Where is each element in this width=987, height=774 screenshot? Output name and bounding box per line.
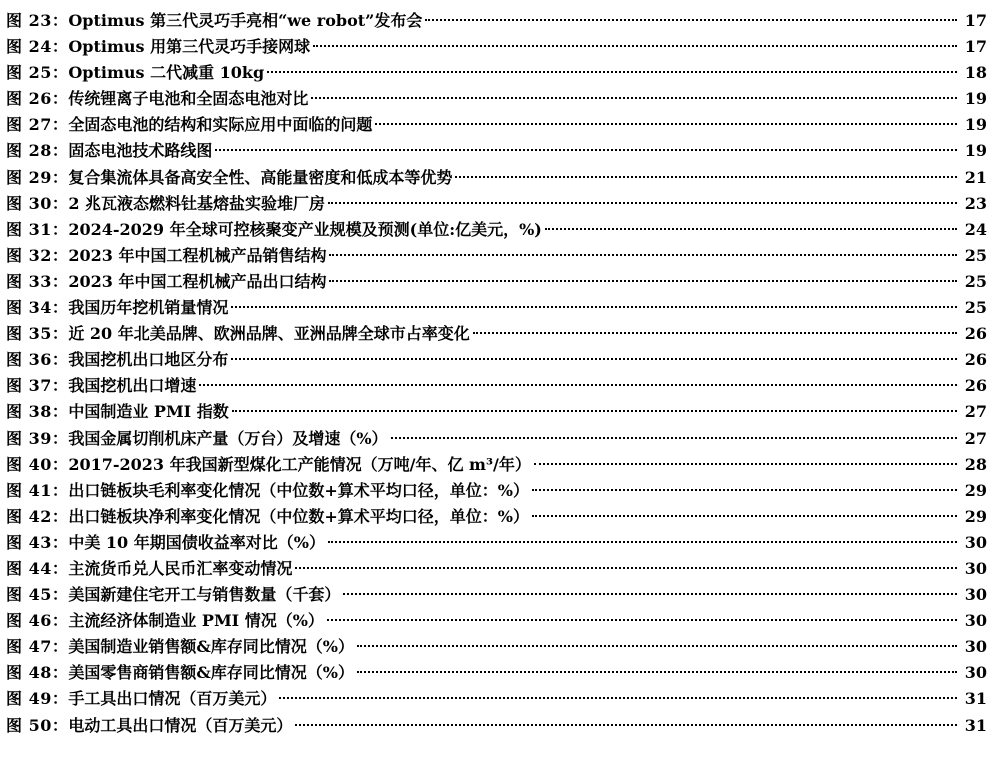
- toc-figure-number: 图 26：: [6, 89, 69, 109]
- toc-page-number[interactable]: 31: [964, 715, 987, 735]
- toc-entry[interactable]: [6, 713, 987, 739]
- toc-dot-leader: [343, 593, 957, 595]
- toc-figure-number: 图 40：: [6, 454, 69, 474]
- toc-dot-leader: [328, 202, 957, 204]
- toc-figure-title[interactable]: 我国历年挖机销量情况: [68, 298, 229, 318]
- toc-page-number[interactable]: 25: [964, 298, 987, 318]
- toc-entry[interactable]: [6, 478, 987, 504]
- toc-dot-leader: [545, 228, 957, 230]
- toc-entry[interactable]: [6, 34, 987, 60]
- toc-figure-number: 图 25：: [6, 63, 69, 83]
- toc-figure-title[interactable]: 2023 年中国工程机械产品销售结构: [68, 245, 327, 265]
- toc-figure-title[interactable]: Optimus 二代减重 10kg: [68, 63, 265, 83]
- toc-dot-leader: [311, 97, 957, 99]
- toc-figure-title[interactable]: 主流经济体制造业 PMI 情况（%）: [68, 611, 324, 631]
- toc-dot-leader: [215, 149, 957, 151]
- toc-figure-title[interactable]: 出口链板块毛利率变化情况（中位数+算术平均口径，单位：%）: [68, 480, 529, 500]
- toc-figure-number: 图 39：: [6, 428, 69, 448]
- toc-page-number[interactable]: 27: [964, 428, 987, 448]
- toc-entry[interactable]: [6, 556, 987, 582]
- toc-page-number[interactable]: 29: [964, 506, 987, 526]
- toc-figure-number: 图 30：: [6, 193, 69, 213]
- toc-figure-title[interactable]: 我国挖机出口地区分布: [68, 350, 229, 370]
- toc-figure-number: 图 35：: [6, 324, 69, 344]
- toc-figure-title[interactable]: 美国新建住宅开工与销售数量（千套）: [68, 585, 341, 605]
- toc-figure-number: 图 29：: [6, 167, 69, 187]
- toc-dot-leader: [231, 306, 957, 308]
- toc-figure-number: 图 38：: [6, 402, 69, 422]
- toc-page-number[interactable]: 28: [964, 454, 987, 474]
- toc-entry[interactable]: [6, 660, 987, 686]
- toc-figure-number: 图 32：: [6, 245, 69, 265]
- toc-page-number[interactable]: 30: [964, 611, 987, 631]
- toc-dot-leader: [199, 384, 957, 386]
- toc-dot-leader: [231, 358, 957, 360]
- toc-page-number[interactable]: 19: [964, 89, 987, 109]
- toc-page-number[interactable]: 29: [964, 480, 987, 500]
- toc-dot-leader: [357, 671, 957, 673]
- toc-entry[interactable]: [6, 321, 987, 347]
- toc-figure-title[interactable]: 我国金属切削机床产量（万台）及增速（%）: [68, 428, 388, 448]
- toc-page-number[interactable]: 19: [964, 115, 987, 135]
- toc-page-number[interactable]: 30: [964, 637, 987, 657]
- toc-page-number[interactable]: 25: [964, 245, 987, 265]
- toc-page-number[interactable]: 18: [964, 63, 987, 83]
- toc-page-number[interactable]: 31: [964, 689, 987, 709]
- toc-page-number[interactable]: 26: [964, 324, 987, 344]
- toc-entry[interactable]: [6, 86, 987, 112]
- toc-dot-leader: [232, 410, 957, 412]
- toc-figure-number: 图 43：: [6, 532, 69, 552]
- toc-entry[interactable]: [6, 217, 987, 243]
- toc-entry[interactable]: [6, 452, 987, 478]
- toc-page-number[interactable]: 24: [964, 219, 987, 239]
- toc-page-number[interactable]: 30: [964, 532, 987, 552]
- toc-figure-title[interactable]: 全固态电池的结构和实际应用中面临的问题: [68, 115, 373, 135]
- toc-figure-title[interactable]: 中美 10 年期国债收益率对比（%）: [68, 532, 325, 552]
- toc-dot-leader: [279, 697, 957, 699]
- toc-figure-title[interactable]: 2017-2023 年我国新型煤化工产能情况（万吨/年、亿 m³/年）: [68, 454, 531, 474]
- toc-entry[interactable]: [6, 269, 987, 295]
- toc-entry[interactable]: [6, 243, 987, 269]
- toc-entry[interactable]: [6, 112, 987, 138]
- toc-figure-title[interactable]: 固态电池技术路线图: [68, 141, 213, 161]
- toc-page-number[interactable]: 17: [964, 37, 987, 57]
- toc-figure-title[interactable]: 出口链板块净利率变化情况（中位数+算术平均口径，单位：%）: [68, 506, 529, 526]
- toc-figure-number: 图 24：: [6, 37, 69, 57]
- toc-figure-number: 图 27：: [6, 115, 69, 135]
- toc-figure-number: 图 49：: [6, 689, 69, 709]
- toc-dot-leader: [532, 489, 957, 491]
- toc-figure-number: 图 45：: [6, 585, 69, 605]
- toc-figure-title[interactable]: 美国制造业销售额&库存同比情况（%）: [68, 637, 354, 657]
- toc-page-number[interactable]: 25: [964, 271, 987, 291]
- toc-dot-leader: [425, 19, 957, 21]
- toc-figure-number: 图 42：: [6, 506, 69, 526]
- toc-figure-number: 图 31：: [6, 219, 69, 239]
- toc-dot-leader: [391, 437, 957, 439]
- toc-figure-title[interactable]: 2023 年中国工程机械产品出口结构: [68, 271, 327, 291]
- toc-page-number[interactable]: 17: [964, 11, 987, 30]
- toc-dot-leader: [473, 332, 957, 334]
- toc-page-number[interactable]: 26: [964, 350, 987, 370]
- toc-entry[interactable]: [6, 373, 987, 399]
- toc-dot-leader: [295, 724, 957, 726]
- toc-dot-leader: [534, 463, 957, 465]
- toc-entry[interactable]: [6, 426, 987, 452]
- toc-entry[interactable]: [6, 191, 987, 217]
- toc-dot-leader: [295, 567, 957, 569]
- toc-figure-title[interactable]: 手工具出口情况（百万美元）: [68, 689, 277, 709]
- toc-page-number[interactable]: 30: [964, 585, 987, 605]
- toc-dot-leader: [313, 45, 957, 47]
- toc-figure-number: 图 34：: [6, 298, 69, 318]
- toc-figure-number: 图 47：: [6, 637, 69, 657]
- toc-dot-leader: [267, 71, 957, 73]
- toc-entry[interactable]: [6, 60, 987, 86]
- toc-dot-leader: [532, 515, 957, 517]
- toc-dot-leader: [329, 254, 957, 256]
- toc-figure-number: 图 33：: [6, 271, 69, 291]
- toc-entry[interactable]: [6, 347, 987, 373]
- toc-page-number[interactable]: 30: [964, 558, 987, 578]
- toc-figure-title[interactable]: 传统锂离子电池和全固态电池对比: [68, 89, 309, 109]
- figure-table-of-contents: [6, 8, 987, 739]
- toc-entry[interactable]: [6, 686, 987, 712]
- toc-figure-number: 图 44：: [6, 558, 69, 578]
- toc-figure-title[interactable]: Optimus 第三代灵巧手亮相“we robot”发布会: [68, 11, 423, 30]
- toc-figure-number: 图 46：: [6, 611, 69, 631]
- toc-page-number[interactable]: 21: [964, 167, 987, 187]
- toc-figure-title[interactable]: 复合集流体具备高安全性、高能量密度和低成本等优势: [68, 167, 453, 187]
- toc-entry[interactable]: [6, 138, 987, 164]
- toc-page-number[interactable]: 19: [964, 141, 987, 161]
- toc-dot-leader: [455, 176, 957, 178]
- toc-dot-leader: [329, 280, 957, 282]
- toc-page-number[interactable]: 27: [964, 402, 987, 422]
- toc-figure-number: 图 23：: [6, 11, 69, 30]
- toc-entry[interactable]: [6, 8, 987, 34]
- toc-figure-number: 图 37：: [6, 376, 69, 396]
- toc-figure-title[interactable]: 中国制造业 PMI 指数: [68, 402, 229, 422]
- toc-figure-title[interactable]: 我国挖机出口增速: [68, 376, 197, 396]
- toc-figure-title[interactable]: 近 20 年北美品牌、欧洲品牌、亚洲品牌全球市占率变化: [68, 324, 470, 344]
- toc-entry[interactable]: [6, 634, 987, 660]
- toc-figure-title[interactable]: 主流货币兑人民币汇率变动情况: [68, 558, 293, 578]
- toc-figure-title[interactable]: 美国零售商销售额&库存同比情况（%）: [68, 663, 354, 683]
- toc-figure-title[interactable]: 2 兆瓦液态燃料钍基熔盐实验堆厂房: [68, 193, 326, 213]
- toc-entry[interactable]: [6, 165, 987, 191]
- toc-figure-title[interactable]: 2024-2029 年全球可控核聚变产业规模及预测(单位:亿美元，%): [68, 219, 542, 239]
- toc-entry[interactable]: [6, 582, 987, 608]
- toc-entry[interactable]: [6, 608, 987, 634]
- toc-figure-number: 图 41：: [6, 480, 69, 500]
- toc-entry[interactable]: [6, 504, 987, 530]
- toc-dot-leader: [327, 619, 957, 621]
- toc-figure-title[interactable]: 电动工具出口情况（百万美元）: [68, 715, 293, 735]
- toc-page-number[interactable]: 23: [964, 193, 987, 213]
- toc-figure-title[interactable]: Optimus 用第三代灵巧手接网球: [68, 37, 311, 57]
- toc-entry[interactable]: [6, 295, 987, 321]
- toc-entry[interactable]: [6, 530, 987, 556]
- toc-page-number[interactable]: 30: [964, 663, 987, 683]
- toc-figure-number: 图 36：: [6, 350, 69, 370]
- toc-dot-leader: [375, 123, 957, 125]
- toc-dot-leader: [357, 645, 957, 647]
- toc-figure-number: 图 50：: [6, 715, 69, 735]
- toc-figure-number: 图 28：: [6, 141, 69, 161]
- toc-entry[interactable]: [6, 399, 987, 425]
- toc-page-number[interactable]: 26: [964, 376, 987, 396]
- toc-figure-number: 图 48：: [6, 663, 69, 683]
- toc-dot-leader: [328, 541, 957, 543]
